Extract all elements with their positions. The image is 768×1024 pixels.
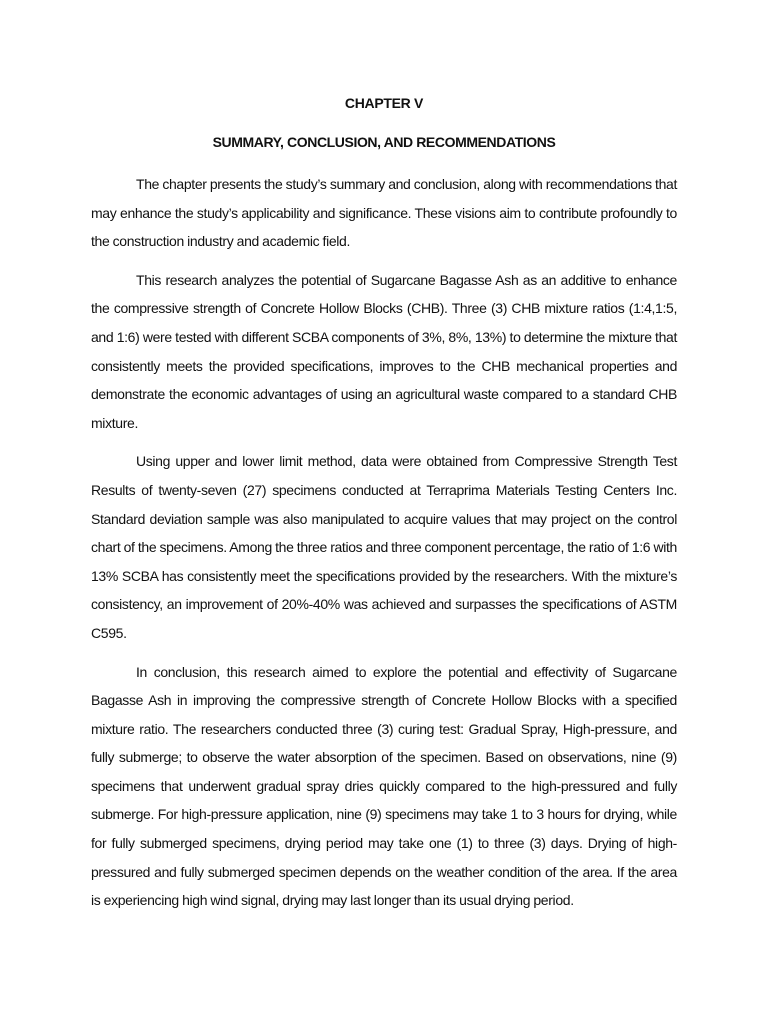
- paragraph-method-results: Using upper and lower limit method, data were obtained from Compressive Strength Test Results of twenty-seven (27) specimens conducted at Terraprima Materials Testing Centers Inc. Standard deviation sample was also manipulated to acquire values that may project on the control chart of the specimens. Among the three ratios and three component percentage, the ratio of 1:6 with 13% SCBA has consistently meet the specifications provided by the researchers. With the mixture’s consistency, an improvement of 20%-40% was achieved and surpasses the specifications of ASTM C595.: [91, 453, 677, 641]
- body-text: [91, 170, 677, 925]
- paragraph-research-summary: This research analyzes the potential of Sugarcane Bagasse Ash as an additive to enhance the compressive strength of Concrete Hollow Blocks (CHB). Three (3) CHB mixture ratios (1:4,1:5, and 1:6) were tested with different SCBA components of 3%, 8%, 13%) to determine the mixture that consistently meets the provided specifications, improves to the CHB mechanical properties and demonstrate the economic advantages of using an agricultural waste compared to a standard CHB mixture.: [91, 271, 677, 431]
- paragraph-conclusion: In conclusion, this research aimed to explore the potential and effectivity of Sugarcane Bagasse Ash in improving the compressive strength of Concrete Hollow Blocks with a specified mixture ratio. The researchers conducted three (3) curing test: Gradual Spray, High-pressure, and fully submerge; to observe the water absorption of the specimen. Based on observations, nine (9) specimens that underwent gradual spray dries quickly compared to the high-pressured and fully submerge. For high-pressure application, nine (9) specimens may take 1 to 3 hours for drying, while for fully submerged specimens, drying period may take one (1) to three (3) days. Drying of high-pressured and fully submerged specimen depends on the weather condition of the area. If the area is experiencing high wind signal, drying may last longer than its usual drying period.: [91, 663, 677, 909]
- chapter-label: CHAPTER V: [344, 95, 424, 111]
- chapter-title: SUMMARY, CONCLUSION, AND RECOMMENDATIONS: [212, 134, 556, 150]
- paragraph-intro: The chapter presents the study’s summary and conclusion, along with recommendations that may enhance the study’s applicability and significance. These visions aim to contribute profoundly to the construction industry and academic field.: [91, 176, 677, 250]
